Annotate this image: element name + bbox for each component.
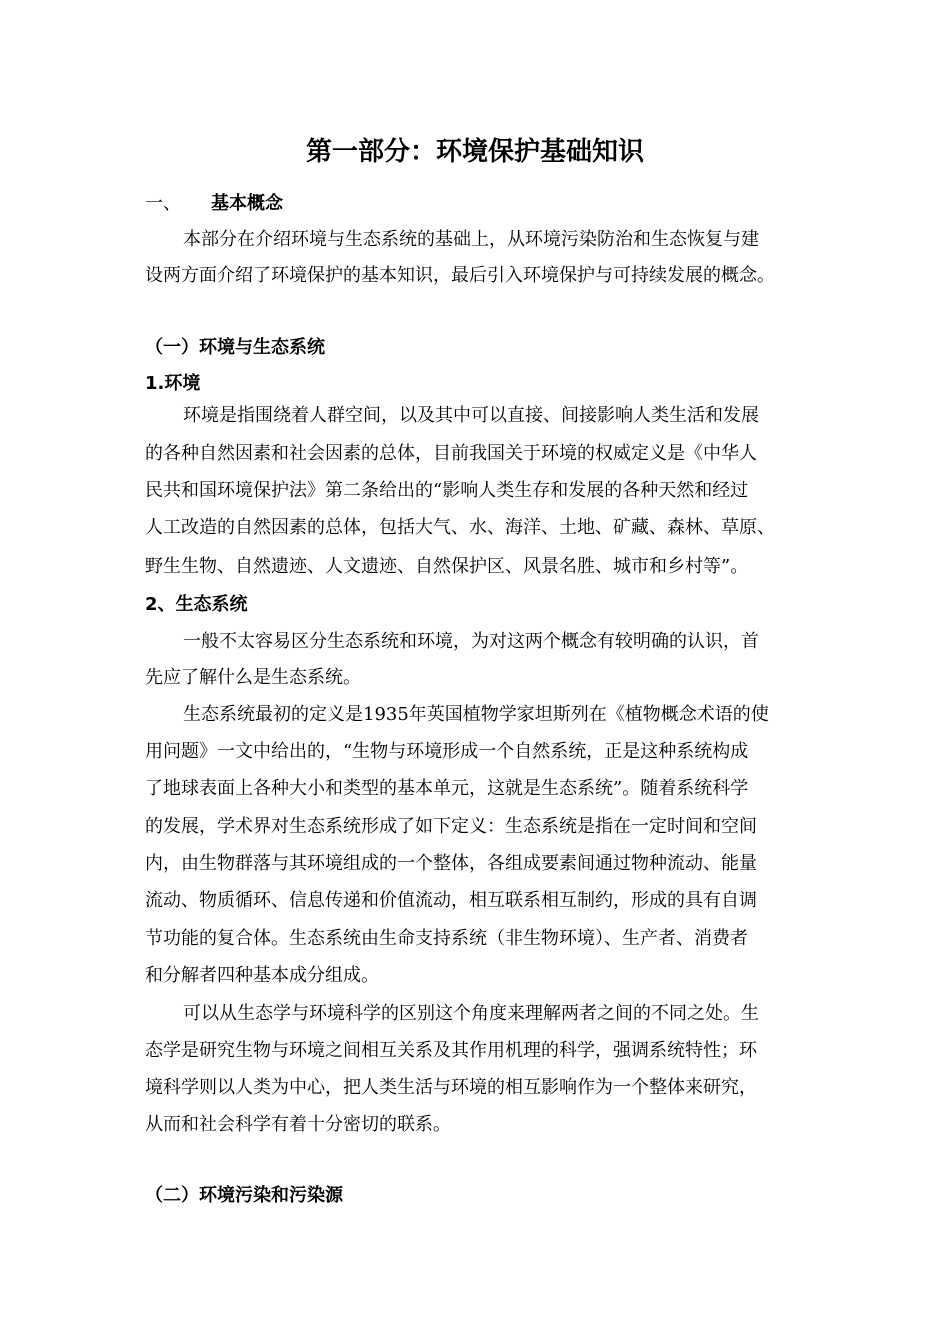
paragraph-line: 了地球表面上各种大小和类型的基本单元，这就是生态系统”。随着系统科学 xyxy=(145,778,749,799)
section-number: 一、 xyxy=(145,193,181,214)
paragraph-line: 流动、物质循环、信息传递和价值流动，相互联系相互制约，形成的具有自调 xyxy=(145,890,757,911)
paragraph-line: 境科学则以人类为中心，把人类生活与环境的相互影响作为一个整体来研究， xyxy=(145,1077,757,1098)
paragraph-line: 用问题》一文中给出的，“生物与环境形成一个自然系统，正是这种系统构成 xyxy=(145,741,749,762)
page-title: 第一部分：环境保护基础知识 xyxy=(305,137,644,167)
paragraph-line: 生态系统最初的定义是1935年英国植物学家坦斯列在《植物概念术语的使 xyxy=(183,704,769,725)
section-heading: 基本概念 xyxy=(211,193,283,214)
paragraph-line: 人工改造的自然因素的总体，包括大气、水、海洋、土地、矿藏、森林、草原、 xyxy=(145,517,775,538)
paragraph-line: 和分解者四种基本成分组成。 xyxy=(145,965,379,986)
subsection-heading: （二）环境污染和污染源 xyxy=(145,1185,343,1206)
item-heading: 1.环境 xyxy=(145,373,201,394)
paragraph-line: 先应了解什么是生态系统。 xyxy=(145,667,361,688)
paragraph-line: 的发展，学术界对生态系统形成了如下定义：生态系统是指在一定时间和空间 xyxy=(145,816,757,837)
paragraph-line: 民共和国环境保护法》第二条给出的“影响人类生存和发展的各种天然和经过 xyxy=(145,480,749,501)
intro-line: 本部分在介绍环境与生态系统的基础上，从环境污染防治和生态恢复与建 xyxy=(183,229,759,250)
paragraph-line: 从而和社会科学有着十分密切的联系。 xyxy=(145,1114,451,1135)
subsection-heading: （一）环境与生态系统 xyxy=(145,337,325,358)
paragraph-line: 环境是指围绕着人群空间，以及其中可以直接、间接影响人类生活和发展 xyxy=(183,405,759,426)
paragraph-line: 可以从生态学与环境科学的区别这个角度来理解两者之间的不同之处。生 xyxy=(183,1003,759,1024)
intro-line: 设两方面介绍了环境保护的基本知识，最后引入环境保护与可持续发展的概念。 xyxy=(145,265,775,286)
paragraph-line: 野生生物、自然遗迹、人文遗迹、自然保护区、风景名胜、城市和乡村等”。 xyxy=(145,556,749,577)
paragraph-line: 内，由生物群落与其环境组成的一个整体，各组成要素间通过物种流动、能量 xyxy=(145,853,757,874)
paragraph-line: 节功能的复合体。生态系统由生命支持系统（非生物环境）、生产者、消费者 xyxy=(145,928,748,949)
paragraph-line: 一般不太容易区分生态系统和环境，为对这两个概念有较明确的认识，首 xyxy=(183,631,759,652)
paragraph-line: 态学是研究生物与环境之间相互关系及其作用机理的科学，强调系统特性；环 xyxy=(145,1040,757,1061)
paragraph-line: 的各种自然因素和社会因素的总体，目前我国关于环境的权威定义是《中华人 xyxy=(145,443,757,464)
item-heading: 2、生态系统 xyxy=(145,594,248,615)
